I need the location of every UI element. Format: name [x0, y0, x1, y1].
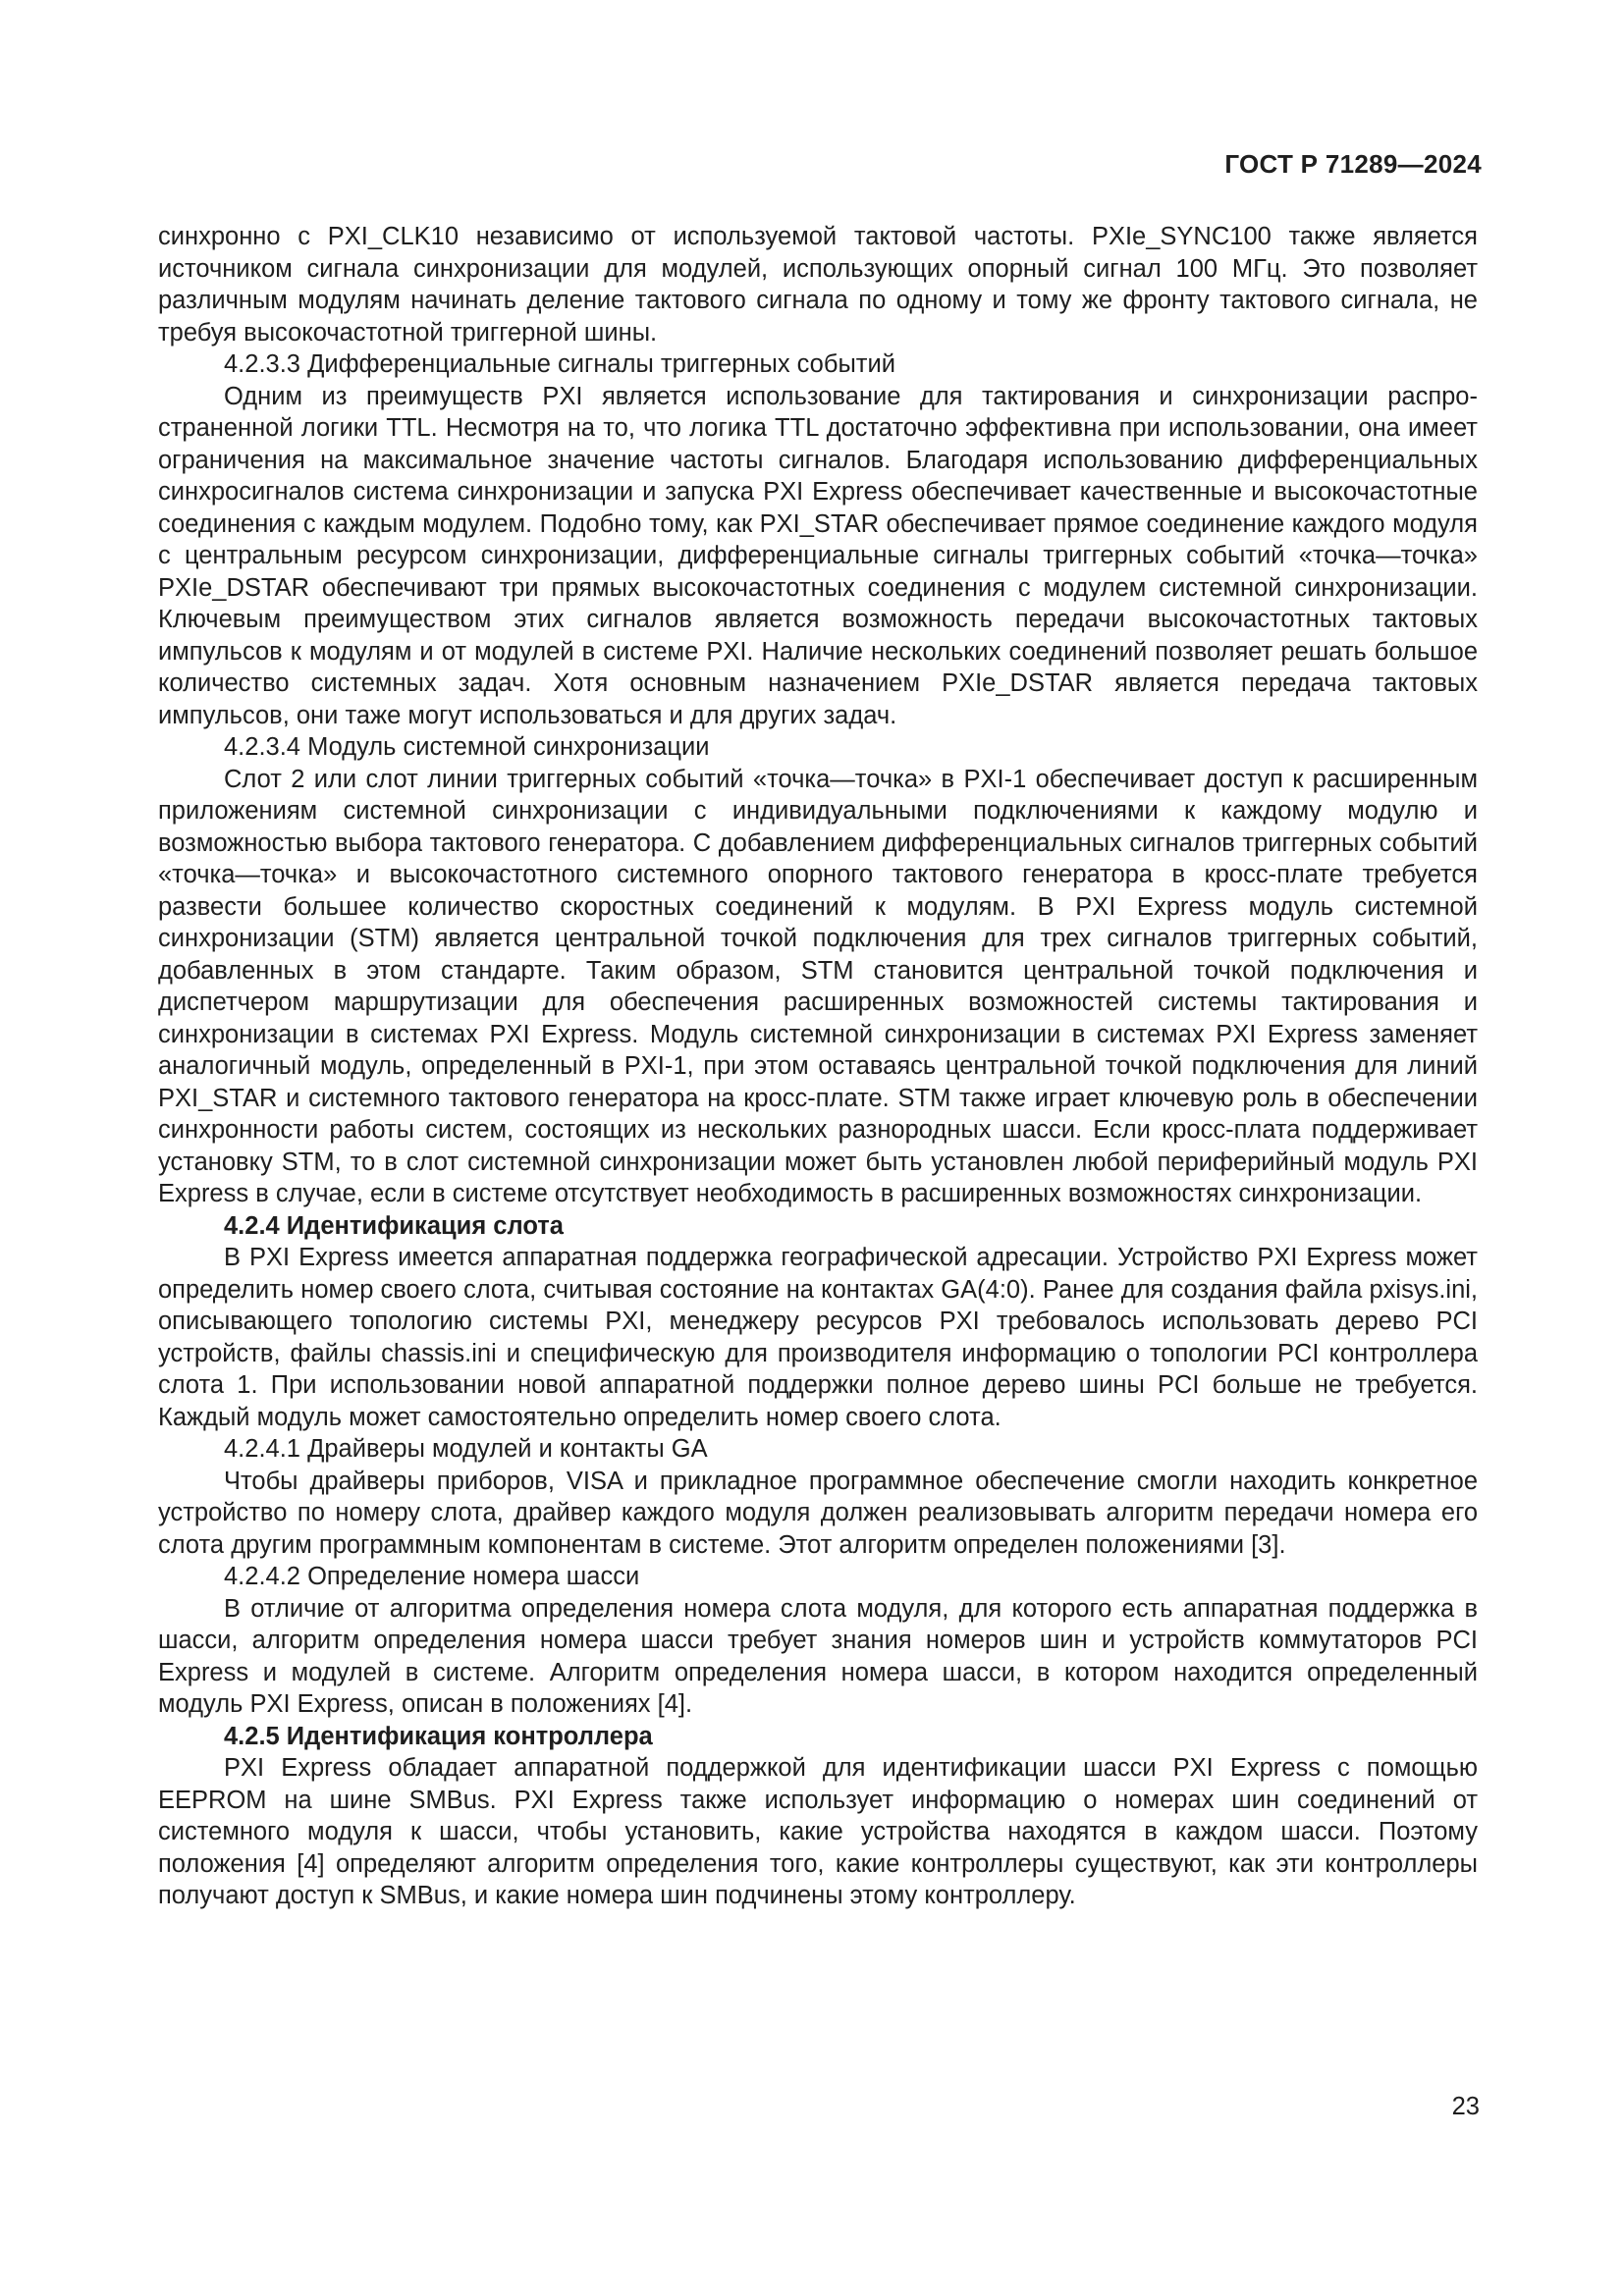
- paragraph-continuation: синхронно с PXI_CLK10 независимо от используемой тактовой частоты. PXIe_SYNC100 также является источником сигнала синхронизации для модулей, использующих опорный сигнал 100 МГц. Это позволяет различным модулям начинать деление тактового сигнала по одному и тому же фронту тактового сигнала, не требуя высокочастотной триггерной шины.: [158, 223, 1478, 347]
- paragraph-sync-module: Слот 2 или слот линии триггерных событий «точка—точка» в PXI-1 обеспечивает доступ к расширенным приложениям системной синхронизации с индивидуальными подключениями к каждому модулю и возможностью выбора тактового генератора. С добавлением дифференциальных сигналов триггерных событий «точка—точка» и высокочастотного системного опорного тактового генератора в кросс-плате требуется развести большее количество скоростных соединений к модулям. В PXI Express модуль системной синхронизации (STM) является центральной точкой подключения для трех сигналов триггерных событий, добавленных в этом стандарте. Таким образом, STM становится центральной точкой подключения и диспетчером маршрутизации для обеспечения расширенных возможностей системы тактирования и синхронизации в системах PXI Express. Модуль системной синхронизации в системах PXI Express заменяет аналогичный модуль, определенный в PXI-1, при этом оставаясь центральной точкой подключения для линий PXI_STAR и системного тактового генератора на кросс-плате. STM также играет ключевую роль в обеспечении синхронности работы систем, состоящих из нескольких разнородных шасси. Если кросс-плата поддерживает установку STM, то в слот системной синхронизации может быть установлен любой периферийный модуль PXI Express в случае, если в системе отсутствует необходимость в расширенных возможностях синхронизации.: [158, 765, 1478, 1207]
- paragraph-chassis-number: В отличие от алгоритма определения номера слота модуля, для которого есть аппаратная поддержка в шасси, алгоритм определения номера шасси требует знания номеров шин и устройств коммутаторов PCI Express и модулей в системе. Алгоритм определения номера шасси, в котором находится определенный модуль PXI Express, описан в положениях [4].: [158, 1594, 1478, 1718]
- subsection-heading-4-2-3-3: 4.2.3.3 Дифференциальные сигналы триггерных событий: [224, 350, 895, 378]
- paragraph-controller-identification: PXI Express обладает аппаратной поддержкой для идентификации шасси PXI Express с помощью EEPROM на шине SMBus. PXI Express также использует информацию о номерах шин соединений от системного модуля к шасси, чтобы установить, какие устройства находятся в каждом шасси. Поэтому положения [4] определяют алгоритм определения того, какие контроллеры существуют, как эти контроллеры получают доступ к SMBus, и какие номера шин подчинены этому контроллеру.: [158, 1754, 1478, 1909]
- document-code: ГОСТ Р 71289—2024: [1224, 149, 1482, 179]
- paragraph-slot-identification: В PXI Express имеется аппаратная поддержка географической адресации. Устройство PXI Express может определить номер своего слота, считывая состояние на контактах GA(4:0). Ранее для создания файла pxisys.ini, описывающего топологию системы PXI, менеджеру ресурсов PXI требовалось использовать дерево PCI устройств, файлы chassis.ini и специфическую для производителя информацию о топологии PCI контроллера слота 1. При использовании новой аппаратной поддержки полное дерево шины PCI больше не требуется. Каждый модуль может самостоятельно определить номер своего слота.: [158, 1244, 1478, 1431]
- subsection-heading-4-2-3-4: 4.2.3.4 Модуль системной синхронизации: [224, 733, 710, 761]
- paragraph-differential-signals: Одним из преимуществ PXI является использование для тактирования и синхронизации распространенной логики TTL. Несмотря на то, что логика TTL достаточно эффективна при использовании, она имеет ограничения на максимальное значение частоты сигналов. Благодаря использованию дифференциальных синхросигналов система синхронизации и запуска PXI Express обеспечивает качественные и высокочастотные соединения с каждым модулем. Подобно тому, как PXI_STAR обеспечивает прямое соединение каждого модуля с центральным ресурсом синхронизации, дифференциальные сигналы триггерных событий «точка—точка» PXIe_DSTAR обеспечивают три прямых высокочастотных соединения с модулем системной синхронизации. Ключевым преимуществом этих сигналов является возможность передачи высокочастотных тактовых импульсов к модулям и от модулей в системе PXI. Наличие нескольких соединений позволяет решать большое количество системных задач. Хотя основным назначением PXIe_DSTAR является передача тактовых импульсов, они таже могут использоваться и для других задач.: [158, 382, 1478, 729]
- subsection-heading-4-2-4-1: 4.2.4.1 Драйверы модулей и контакты GA: [224, 1435, 708, 1463]
- page-body: [158, 221, 1478, 1912]
- section-heading-4-2-4: 4.2.4 Идентификация слота: [224, 1211, 564, 1240]
- paragraph-module-drivers: Чтобы драйверы приборов, VISA и прикладное программное обеспечение смогли находить конкретное устройство по номеру слота, драйвер каждого модуля должен реализовывать алгоритм передачи номера его слота другим программным компонентам в системе. Этот алгоритм определен положениями [3].: [158, 1467, 1478, 1559]
- subsection-heading-4-2-4-2: 4.2.4.2 Определение номера шасси: [224, 1563, 640, 1590]
- page-number: 23: [1451, 2093, 1480, 2120]
- section-heading-4-2-5: 4.2.5 Идентификация контроллера: [224, 1722, 653, 1750]
